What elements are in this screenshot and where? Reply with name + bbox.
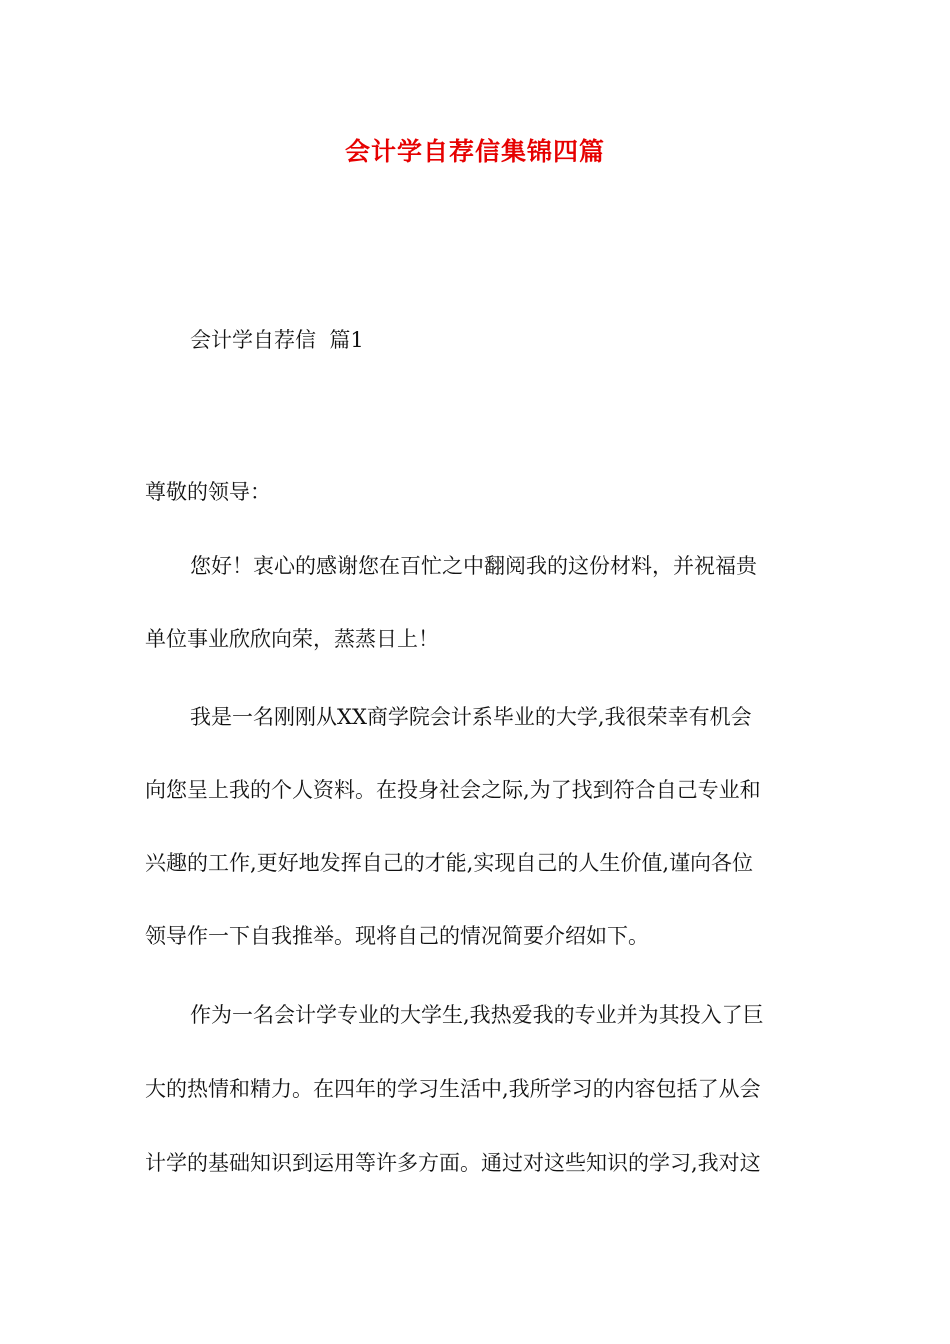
paragraph-1 <box>145 550 810 662</box>
paragraph-line: 我是一名刚刚从XX商学院会计系毕业的大学,我很荣幸有机会 <box>190 705 752 729</box>
paragraph-line: 作为一名会计学专业的大学生,我热爱我的专业并为其投入了巨 <box>190 1003 764 1027</box>
paragraph-line: 您好！衷心的感谢您在百忙之中翻阅我的这份材料，并祝福贵 <box>190 554 757 578</box>
paragraph-line: 单位事业欣欣向荣，蒸蒸日上！ <box>145 627 439 651</box>
paragraph-line: 大的热情和精力。在四年的学习生活中,我所学习的内容包括了从会 <box>145 1077 761 1101</box>
paragraph-2 <box>145 701 810 961</box>
paragraph-3 <box>145 999 810 1189</box>
document-title: 会计学自荐信集锦四篇 <box>344 137 605 166</box>
paragraph-line: 向您呈上我的个人资料。在投身社会之际,为了找到符合自己专业和 <box>145 778 761 802</box>
salutation: 尊敬的领导： <box>145 480 271 504</box>
paragraph-line: 领导作一下自我推举。现将自己的情况简要介绍如下。 <box>145 924 649 948</box>
paragraph-line: 计学的基础知识到运用等许多方面。通过对这些知识的学习,我对这 <box>145 1151 761 1175</box>
paragraph-line: 兴趣的工作,更好地发挥自己的才能,实现自己的人生价值,谨向各位 <box>145 851 754 875</box>
section-heading: 会计学自荐信 篇1 <box>190 328 364 352</box>
